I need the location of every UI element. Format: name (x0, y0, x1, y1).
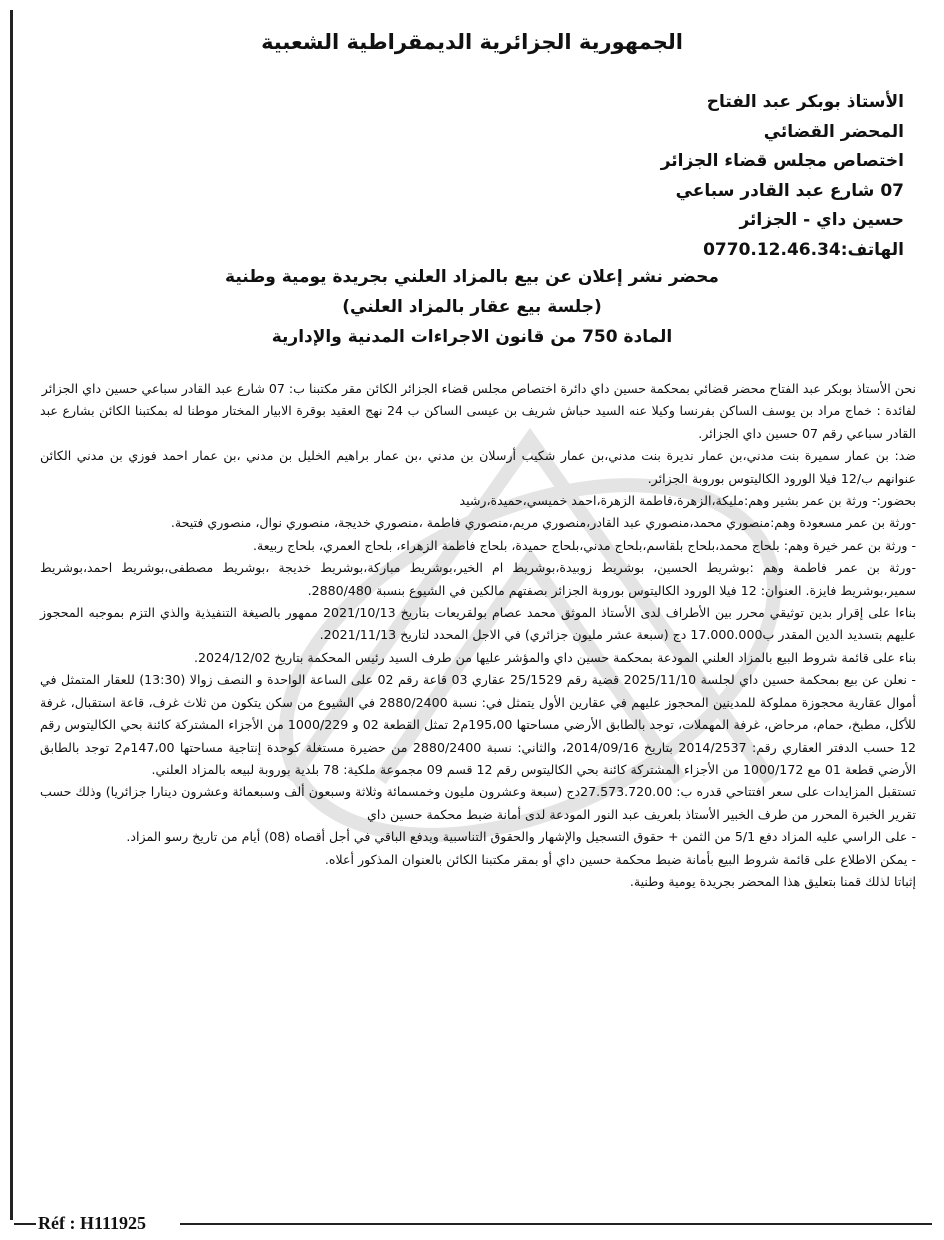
paragraph-heirs-fatima: -ورثة بن عمر فاطمة وهم :بوشريط الحسين، بوشريط زوبيدة،بوشريط ام الخير،بوشريط مباركة،بوشريط خديجة ،بوشريط مصطفى،بوشريط احمد،بوشريط سمير،بوشريط فايزة. العنوان: 12 فيلا الورود الكاليتوس بوروبة الجزائر بصفتهم مالكين في الشيوع بنسبة 2880/480. (40, 560, 916, 598)
reference-rule (180, 1223, 932, 1225)
title-line-2: (جلسة بيع عقار بالمزاد العلني) (342, 297, 602, 317)
title-line-1: محضر نشر إعلان عن بيع بالمزاد العلني بجريدة يومية وطنية (225, 267, 719, 287)
paragraph-debt: بناءا على إقرار بدين توثيقي محرر بين الأطراف لدى الأستاذ الموثق محمد عصام بولقريعات بتاريخ 2021/10/13 ممهور بالصيغة التنفيذية والذي التزم بموجبه المحجوز عليهم بتسديد الدين المقدر ب17.000.000 دج (سبعة عشر مليون جزائري) في الاجل المحدد لتاريخ 2021/11/13. (40, 605, 916, 643)
republic-heading: الجمهورية الجزائرية الديمقراطية الشعبية (261, 30, 683, 54)
paragraph-consultation: - يمكن الاطلاع على قائمة شروط البيع بأمانة ضبط محكمة حسين داي أو بمقر مكتبنا الكائن بالعنوان المذكور أعلاه. (324, 851, 916, 867)
document-body (40, 378, 916, 893)
paragraph-heirs-masouda: -ورثة بن عمر مسعودة وهم:منصوري محمد،منصوري عبد القادر،منصوري مريم،منصوري فاطمة ،منصوري خديجة، منصوري نوال، منصوري فتيحة. (170, 515, 916, 531)
phone-line (384, 236, 904, 266)
reference-footer (0, 1211, 944, 1237)
paragraph-presence: بحضور:- ورثة بن عمر بشير وهم:مليكة،الزهرة،فاطمة الزهرة،احمد خميسي،حميدة،رشيد (459, 493, 916, 509)
paragraph-against: ضد: بن عمار سميرة بنت مدني،بن عمار نديرة بنت مدني،بن عمار شكيب أرسلان بن مدني ،بن عمار براهيم الخليل بن مدني ،بن عمار احمد فوزي بن مدني الكائن عنوانهم ب/12 فيلا الورود الكاليتوس بوروبة الجزائر. (40, 448, 916, 486)
paragraph-conditions: بناء على قائمة شروط البيع بالمزاد العلني المودعة بمحكمة حسين داي والمؤشر عليها من طرف السيد رئيس المحكمة بتاريخ 2024/12/02. (193, 649, 916, 665)
title-line-3: المادة 750 من قانون الاجراءات المدنية والإدارية (271, 327, 673, 347)
reference-dash (14, 1223, 36, 1225)
jurisdiction: اختصاص مجلس قضاء الجزائر (660, 151, 904, 171)
reference-number: Réf : H111925 (38, 1213, 146, 1233)
phone-label: الهاتف: (840, 239, 904, 260)
paragraph-closing: إثباتا لذلك قمنا بتعليق هذا المحضر بجريدة يومية وطنية. (629, 873, 916, 889)
office-block (384, 88, 904, 265)
paragraph-payment-terms: - على الراسي عليه المزاد دفع 5/1 من الثمن + حقوق التسجيل والإشهار والحقوق التناسبية ويدفع الباقي في أجل أقصاه (08) أيام من تاريخ رسو المزاد. (126, 829, 916, 845)
phone-number: 0770.12.46.34 (703, 239, 841, 260)
bailiff-role: المحضر القضائي (763, 121, 904, 142)
document-title-block (0, 262, 944, 352)
paragraph-beneficiary: لفائدة : خماج مراد بن يوسف الساكن بفرنسا وكيلا عنه السيد حباش شريف بن عيسى الساكن ب 24 نهج العقيد بوقرة الابيار المختار موطنا له بمكتبنا الكائن بشارع عبد القادر سباعي رقم 07 حسين داي الجزائر. (40, 403, 916, 441)
office-city: حسين داي - الجزائر (739, 210, 904, 230)
bailiff-name: الأستاذ بوبكر عبد الفتاح (706, 92, 904, 112)
paragraph-opening-price: تستقبل المزايدات على سعر افتتاحي قدره ب: 27.573.720.00دج (سبعة وعشرون مليون وخمسمائة وثلاثة وسبعون ألف وسبعمائة وعشرون دينارا جزائريا) وذلك حسب تقرير الخبرة المحرر من طرف الخبير الأستاذ بلعريف عبد النور المودعة لدى أمانة ضبط محكمة حسين داي (40, 784, 917, 822)
paragraph-intro: نحن الأستاذ بوبكر عبد الفتاح محضر قضائي بمحكمة حسين داي دائرة اختصاص مجلس قضاء الجزائر الكائن مقر مكتبنا ب: 07 شارع عبد القادر سباعي حسين داي الجزائر (41, 381, 916, 396)
office-street: 07 شارع عبد القادر سباعي (675, 180, 904, 201)
left-border-line (10, 10, 13, 1220)
paragraph-heirs-khira: - ورثة بن عمر خيرة وهم: بلحاج محمد،بلحاج بلقاسم،بلحاج مدني،بلحاج حميدة، بلحاج فاطمة الزهراء، بلحاج العمري، بلحاج ربيعة. (252, 537, 916, 553)
paragraph-sale-announcement: - نعلن عن بيع بمحكمة حسين داي لجلسة 2025/11/10 قضية رقم 25/1529 عقاري 03 قاعة رقم 02 على الساعة الواحدة و النصف زوالا (13:30) للعقار المتمثل في أموال عقارية محجوزة مملوكة للمدينين المحجوز عليهم في عقارين الأول يتمثل في: نسبة 2880/2400 في الشيوع من سكن يتكون من ثلاث غرف، قاعة استقبال، غرفة للأكل، مطبخ، حمام، مرحاض، غرفة المهملات، توجد بالطابق الأرضي مساحتها 195،00م2 تمثل القطعة 02 و 1000/229 من الأجزاء المشتركة كائنة بحي الكاليتوس رقم 12 حسب الدفتر العقاري رقم: 2014/2537 بتاريخ 2014/09/16، والثاني: نسبة 2880/2400 من حضيرة مستغلة كوحدة إنتاجية مساحتها 147،00م2 توجد بالطابق الأرضي قطعة 01 مع 1000/172 من الأجزاء المشتركة كائنة بحي الكاليتوس رقم 12 قسم 09 مجموعة ملكية: 78 بلدية بوروبة لبيعه بالمزاد العلني. (40, 672, 917, 777)
